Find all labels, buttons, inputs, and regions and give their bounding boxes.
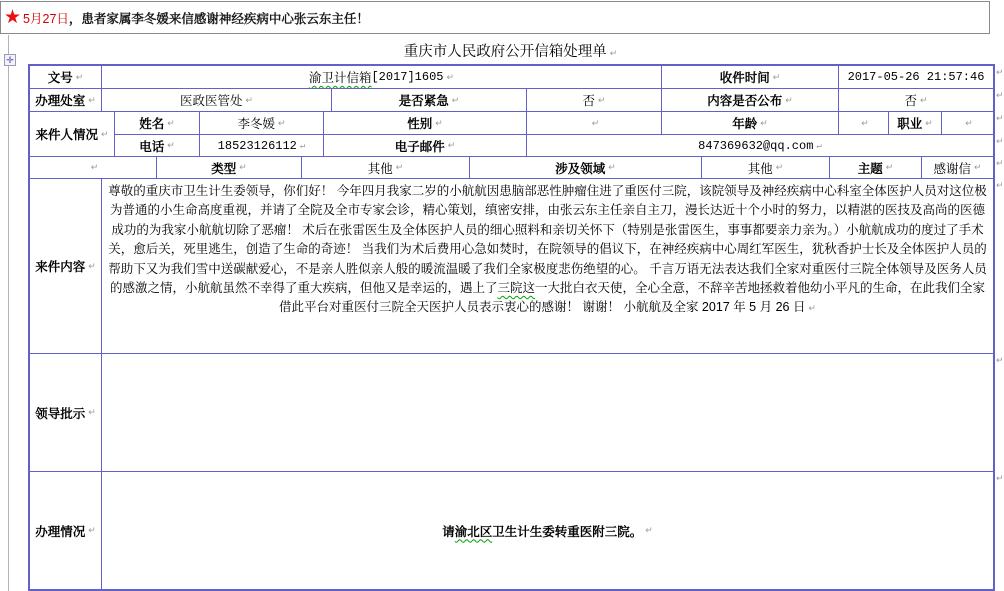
- table-row: [115, 112, 993, 135]
- table-row: [30, 112, 993, 157]
- banner-date: 5月27日: [23, 11, 69, 26]
- email-value[interactable]: 847369632@qq.com ↵: [698, 138, 822, 153]
- row-end-mark: ↵: [996, 355, 1004, 365]
- subject-label: 主题 ↵: [830, 157, 922, 178]
- recv-time-value[interactable]: 2017-05-26 21:57:46: [847, 70, 985, 84]
- table-row: [30, 157, 993, 179]
- sender-info-fields: [115, 112, 993, 156]
- table-row: [30, 89, 993, 112]
- publish-value[interactable]: 否 ↵: [904, 94, 928, 108]
- type-value[interactable]: 其他 ↵: [302, 157, 470, 178]
- name-label: 姓名 ↵: [115, 112, 200, 134]
- row-end-mark: ↵: [996, 158, 1004, 168]
- banner-message: ，患者家属李冬媛来信感谢神经疾病中心张云东主任！: [68, 11, 369, 26]
- area-label: 涉及领域 ↵: [470, 157, 702, 178]
- table-row: [30, 472, 993, 589]
- table-move-handle-icon[interactable]: ✛: [4, 54, 16, 66]
- handling-value[interactable]: 请 渝北区 卫生计生委转重医附三院。 ↵: [442, 524, 653, 539]
- phone-value[interactable]: 18523126112 ↵: [200, 135, 324, 156]
- doc-no-label: 文号 ↵: [30, 66, 102, 88]
- urgent-label: 是否紧急 ↵: [332, 89, 527, 111]
- row-end-mark: ↵: [996, 67, 1004, 77]
- phone-label: 电话 ↵: [115, 135, 200, 156]
- publish-label: 内容是否公布 ↵: [662, 89, 839, 111]
- letter-content[interactable]: 尊敬的重庆市卫生计生委领导，你们好！ 今年四月我家二岁的小航航因患脑部恶性肿瘤住进了重医付三院，该院领导及神经疾病中心科室全体医护人员对这位极为普通的小生命高度重视，并请了全院及全市专家会诊，精心策划，缜密安排，由张云东主任亲自主刀，漫长达近十个小时的努力，以精湛的医技及高尚的医德成功的为我家小航航切除了恶瘤！ 术后在张雷医生及全体医护人员的细心照料和亲切关怀下（特别是张雷医生，事事都要亲力亲为。）小航航成功的度过了手术关，愈后关，死里逃生，创造了生命的奇迹！ 当我们为术后费用心急如焚时，在院领导的倡议下，在神经疾病中心周红军医生，犹秋香护士长及全体医护人员的帮助下又为我们雪中送碳献爱心，不是亲人胜似亲人般的暖流温暖了我们全家极度悲伤绝望的心。 千言万语无法表达我们全家对重医付三院全体领导及医务人员的感激之情，小航航虽然不幸得了重大疾病，但他又是幸运的，遇上了三院这一大批白衣天使，全心全意，不辞辛苦地拯救着他幼小平凡的生命，在此我们全家借此平台对重医付三院全天医护人员表示衷心的感谢！ 谢谢！ 小航航及全家 2017 年 5 月 26 日 ↵: [108, 184, 987, 315]
- office-value[interactable]: 医政医管处 ↵: [102, 89, 332, 111]
- table-row: [30, 354, 993, 472]
- subject-value[interactable]: 感谢信 ↵: [933, 161, 982, 176]
- area-value[interactable]: 其他 ↵: [702, 157, 830, 178]
- type-label: 类型 ↵: [157, 157, 302, 178]
- job-value[interactable]: ↵: [965, 117, 973, 128]
- table-row: [30, 179, 993, 354]
- table-row: [115, 135, 993, 156]
- row-end-mark: ↵: [996, 136, 1004, 146]
- sender-info-label: 来件人情况 ↵: [30, 112, 115, 156]
- row-end-mark: ↵: [996, 180, 1004, 190]
- urgent-value[interactable]: 否 ↵: [527, 89, 662, 111]
- gender-value[interactable]: ↵: [527, 112, 662, 134]
- leader-remark-value[interactable]: [102, 354, 993, 471]
- paragraph-mark: ↵: [609, 48, 618, 58]
- job-label: 职业 ↵: [889, 112, 942, 134]
- row-end-mark: ↵: [996, 90, 1004, 100]
- handling-label: 办理情况 ↵: [30, 472, 102, 589]
- notice-banner: [0, 1, 990, 34]
- table-row: [30, 66, 993, 89]
- row-end-mark: ↵: [996, 473, 1004, 483]
- recv-time-label: 收件时间 ↵: [662, 66, 839, 88]
- page-title: 重庆市人民政府公开信箱处理单 ↵: [403, 44, 618, 60]
- form-table: [28, 64, 995, 591]
- age-value[interactable]: ↵: [839, 112, 889, 134]
- content-label: 来件内容 ↵: [30, 179, 102, 353]
- leader-remark-label: 领导批示 ↵: [30, 354, 102, 471]
- office-label: 办理处室 ↵: [30, 89, 102, 111]
- gender-label: 性别 ↵: [324, 112, 527, 134]
- page-edge-line: [8, 35, 9, 591]
- red-star-icon: ★: [4, 7, 22, 28]
- email-label: 电子邮件 ↵: [324, 135, 527, 156]
- name-value[interactable]: 李冬媛 ↵: [200, 112, 324, 134]
- age-label: 年龄 ↵: [662, 112, 839, 134]
- row-end-mark: ↵: [996, 113, 1004, 123]
- doc-no-value[interactable]: 渝卫计信箱 [2017]1605 ↵: [102, 66, 662, 88]
- type-row-spacer: ↵: [30, 157, 157, 178]
